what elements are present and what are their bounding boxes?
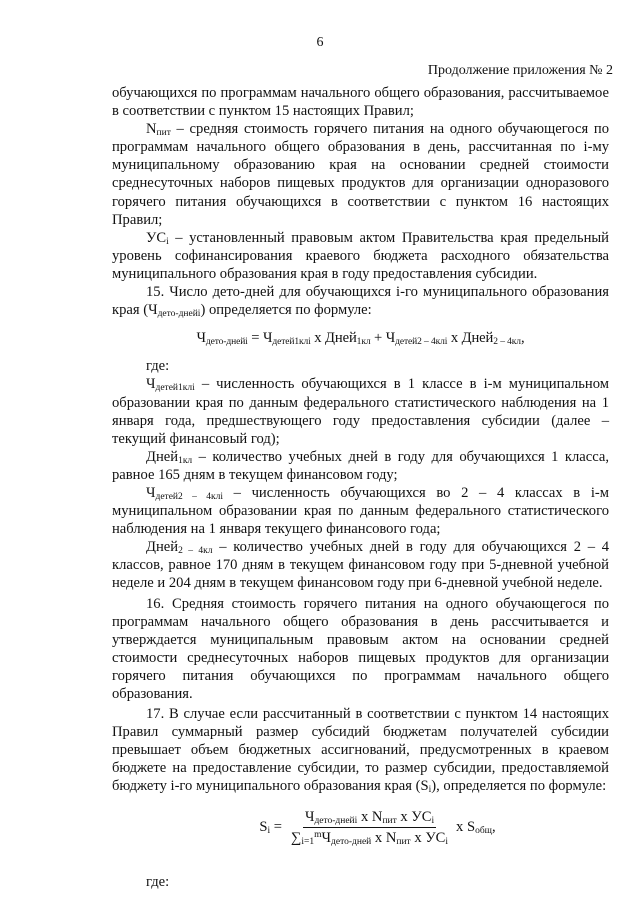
paragraph-days-grade2-4-definition: Дней$_{2 - 4кл}$ – количество учебных дней в году для обучающихся 2 – 4 классов, равное 170 дням в текущем финансовом году при 5-дневной учебной неделе и 204 дням в текущем финансовом году при 6-дневной учебной неделе.: [112, 539, 609, 592]
paragraph-clause-17: 17. В случае если рассчитанный в соответствии с пунктом 14 настоящих Правил суммарный размер субсидий бюджетам получателей субсидии превышает объем бюджетных ассигнований, предусмотренных в краевом бюджете на предоставление субсидии, то размер субсидии, предоставляемой бюджету i-го муниципального образования края $(S_i)$, определяется по формуле:: [112, 706, 609, 796]
appendix-continuation-label: Продолжение приложения № 2: [427, 63, 613, 78]
paragraph-clause-15: 15. Число дето-дней для обучающихся i-го муниципального образования края $(Ч_{дето-днейi})$ определяется по формуле:: [112, 284, 609, 320]
formula-child-days: $Ч_{дето-днейi} = Ч_{детей1клi}$ х Дней$_{1кл}$ + $Ч_{детей2 - 4клi}$ х Дней$_{2 - 4кл}$,: [196, 330, 525, 348]
paragraph-days-grade1-definition: Дней$_{1кл}$ – количество учебных дней в году для обучающихся 1 класса, равное 165 дням в текущем финансовом году;: [112, 448, 609, 483]
paragraph-usi-definition: $УС_i$ – установленный правовым актом Правительства края предельный уровень софинансирования краевого бюджета расходного обязательства муниципального образования края в году предоставления субсидии.: [112, 229, 609, 282]
paragraph-npit-definition: $N_{пит}$ – средняя стоимость горячего питания на одного обучающегося по программам начального общего образования в день, рассчитанная по i-му муниципальному образованию края на основании средней стоимости среднесуточных наборов пищевых продуктов для организации одноразового горячего питания обучающихся в соответствии с пунктом 16 настоящих Правил;: [112, 121, 609, 228]
paragraph-where-1: где:: [146, 358, 170, 375]
paragraph-where-2: где:: [146, 873, 170, 890]
paragraph-children-grade2-4-definition: $Ч_{детей2 - 4клi}$ – численность обучающихся во 2 – 4 классах в i-м муниципальном образовании края по данным федерального статистического наблюдения на 1 января текущего финансового года;: [112, 484, 609, 538]
formula-subsidy: [146, 808, 609, 847]
formula-lhs: $S_i$ =: [259, 819, 282, 837]
formula-fraction: [289, 808, 450, 847]
paragraph-continuation: обучающихся по программам начального общего образования, рассчитываемое в соответствии с пунктом 15 настоящих Правил;: [112, 85, 609, 120]
page-number: 6: [316, 35, 324, 50]
paragraph-children-grade1-definition: $Ч_{детей1клi}$ – численность обучающихся в 1 классе в i-м муниципальном образовании края по данным федерального статистического наблюдения на 1 января года, предшествующего году предоставления субсидии (далее – текущий финансовый год);: [112, 376, 609, 447]
document-body: [112, 84, 609, 891]
paragraph-clause-16: 16. Средняя стоимость горячего питания на одного обучающегося по программам начального общего образования в день рассчитывается и утверждается муниципальным правовым актом на основании средней стоимости среднесуточных наборов пищевых продуктов для организации горячего питания обучающихся по программам начального общего образования.: [112, 595, 609, 702]
formula-numerator: $Ч_{дето-днейi}$ х $N_{пит}$ х $УС_i$: [303, 808, 436, 828]
formula-denominator: $\sum_{i=1}^mЧ_{дето-дней}$ х $N_{пит}$ х $УС_i$: [290, 829, 449, 847]
formula-rhs: х $S_{общ}$,: [456, 819, 496, 837]
